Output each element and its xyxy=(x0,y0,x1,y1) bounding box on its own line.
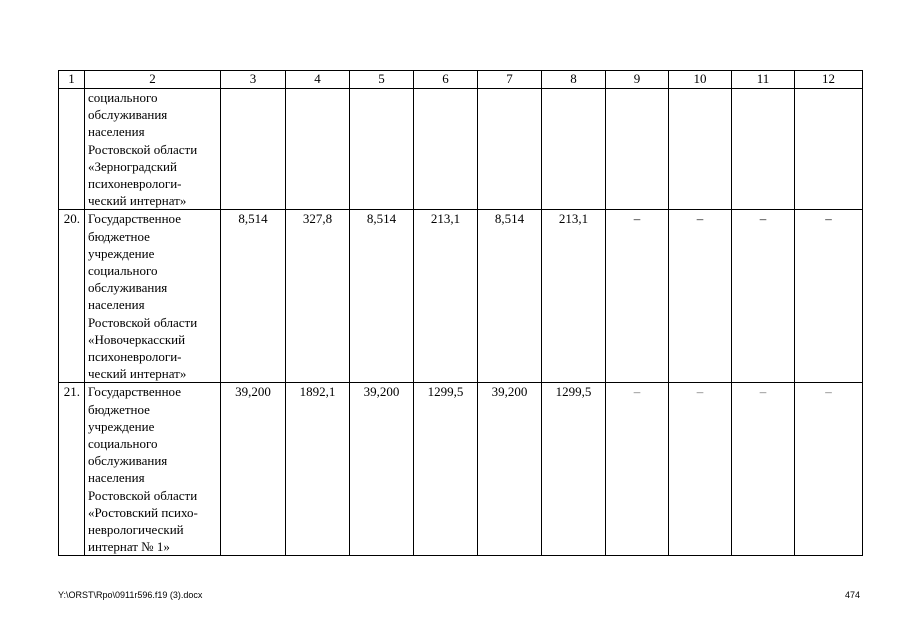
col-header-8: 8 xyxy=(542,71,606,89)
row-number: 21. xyxy=(59,383,85,556)
table-cell xyxy=(669,89,732,210)
name-line: обслуживания xyxy=(88,107,168,123)
table-row xyxy=(59,210,863,383)
table-cell: – xyxy=(606,210,669,383)
footer-file-path: Y:\ORST\Rpo\0911r596.f19 (3).docx xyxy=(58,590,203,600)
institution-name xyxy=(85,210,221,383)
name-line: Ростовской области xyxy=(88,487,198,503)
table-cell xyxy=(795,89,863,210)
name-line: психоневрологи- xyxy=(88,349,182,365)
table-cell: – xyxy=(732,210,795,383)
data-table xyxy=(58,70,863,556)
table-cell xyxy=(350,89,414,210)
table-row xyxy=(59,89,863,210)
col-header-10: 10 xyxy=(669,71,732,89)
table-cell: 213,1 xyxy=(414,210,478,383)
col-header-11: 11 xyxy=(732,71,795,89)
name-line: населения xyxy=(88,297,145,313)
name-line: обслуживания xyxy=(88,280,168,296)
col-header-5: 5 xyxy=(350,71,414,89)
name-line: Ростовской области xyxy=(88,141,198,157)
col-header-2: 2 xyxy=(85,71,221,89)
name-line: Государственное xyxy=(88,211,181,227)
footer-page-number: 474 xyxy=(844,590,860,600)
table-cell: – xyxy=(606,383,669,556)
col-header-4: 4 xyxy=(286,71,350,89)
name-line: интернат № 1» xyxy=(88,539,170,555)
table-cell xyxy=(478,89,542,210)
name-line: обслуживания xyxy=(88,453,168,469)
name-line: учреждение xyxy=(88,245,155,261)
col-header-7: 7 xyxy=(478,71,542,89)
table-cell: – xyxy=(669,210,732,383)
table-cell: 39,200 xyxy=(221,383,286,556)
name-line: населения xyxy=(88,124,145,140)
table-cell: – xyxy=(669,383,732,556)
table-cell: 1299,5 xyxy=(542,383,606,556)
table-cell: 213,1 xyxy=(542,210,606,383)
table-cell xyxy=(414,89,478,210)
table-cell: 327,8 xyxy=(286,210,350,383)
table-cell: 8,514 xyxy=(478,210,542,383)
table-cell xyxy=(732,89,795,210)
institution-name xyxy=(85,89,221,210)
name-line: «Зерноградский xyxy=(88,158,177,174)
name-line: психоневрологи- xyxy=(88,176,182,192)
name-line: ческий интернат» xyxy=(88,366,187,382)
name-line: Ростовской области xyxy=(88,314,198,330)
name-line: социального xyxy=(88,90,158,105)
name-line: социального xyxy=(88,263,158,279)
name-line: населения xyxy=(88,470,145,486)
table-cell: 1299,5 xyxy=(414,383,478,556)
table-cell: – xyxy=(795,210,863,383)
table-cell xyxy=(221,89,286,210)
col-header-12: 12 xyxy=(795,71,863,89)
table-cell: 8,514 xyxy=(350,210,414,383)
row-number xyxy=(59,89,85,210)
name-line: неврологический xyxy=(88,522,184,538)
name-line: социального xyxy=(88,436,158,452)
name-line: ческий интернат» xyxy=(88,193,187,209)
institution-name xyxy=(85,383,221,556)
table-cell: 39,200 xyxy=(350,383,414,556)
header-row xyxy=(59,71,863,89)
table-cell: – xyxy=(732,383,795,556)
table-cell: – xyxy=(795,383,863,556)
name-line: «Ростовский психо- xyxy=(88,504,198,520)
row-number: 20. xyxy=(59,210,85,383)
name-line: Государственное xyxy=(88,384,181,400)
table-row xyxy=(59,383,863,556)
name-line: бюджетное xyxy=(88,228,150,244)
table-cell xyxy=(542,89,606,210)
table-cell xyxy=(286,89,350,210)
col-header-9: 9 xyxy=(606,71,669,89)
table-cell: 8,514 xyxy=(221,210,286,383)
name-line: бюджетное xyxy=(88,401,150,417)
col-header-3: 3 xyxy=(221,71,286,89)
col-header-1: 1 xyxy=(59,71,85,89)
name-line: учреждение xyxy=(88,418,155,434)
col-header-6: 6 xyxy=(414,71,478,89)
table-cell xyxy=(606,89,669,210)
table-cell: 1892,1 xyxy=(286,383,350,556)
table-cell: 39,200 xyxy=(478,383,542,556)
name-line: «Новочеркасский xyxy=(88,331,186,347)
